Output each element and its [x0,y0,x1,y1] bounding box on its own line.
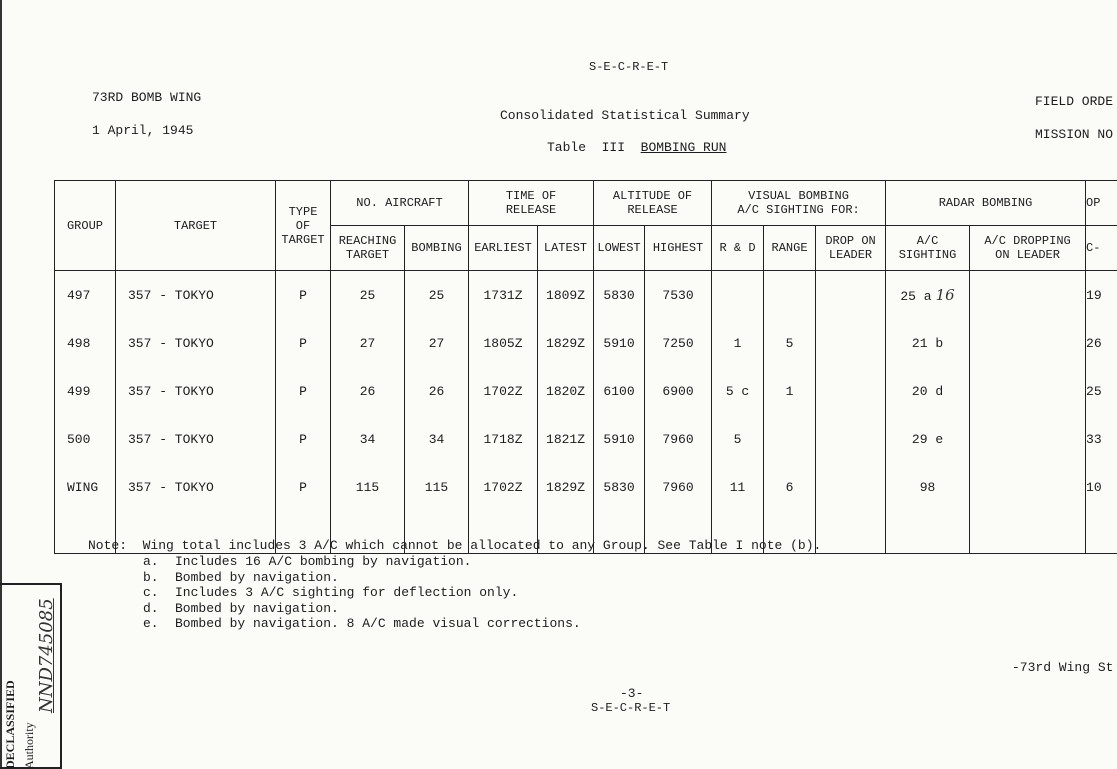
cell-drop-on-leader [816,415,886,463]
cell-op-cut [1086,319,1117,367]
cell-target [116,463,276,511]
cell-range-value: 5 [785,335,794,351]
cell-lowest-value: 5830 [603,287,635,303]
classification-bottom: S-E-C-R-E-T [591,701,671,715]
col-lowest: LOWEST [594,226,645,271]
cell-latest-value: 1820Z [546,383,586,399]
cell-reaching [331,463,405,511]
mission-no: MISSION NO [1035,127,1114,142]
cell-earliest [469,463,538,511]
note-item-text: Bombed by navigation. [175,600,339,616]
note-item-key: a. [143,554,159,569]
cell-highest [645,319,712,367]
col-reaching-target: REACHING TARGET [331,226,405,271]
col-time-of-release: TIME OF RELEASE [469,181,594,226]
cell-lowest [594,319,645,367]
note-label: Note: [88,538,128,553]
note-item-key: d. [143,600,159,616]
cell-highest-value: 7530 [662,287,694,303]
col-target: TARGET [116,181,276,271]
cell-op-cut [1086,271,1117,320]
cell-earliest [469,367,538,415]
page-number: -3- [620,686,644,701]
col-r-and-d: R & D [712,226,764,271]
col-no-aircraft: NO. AIRCRAFT [331,181,469,226]
col-altitude-of-release: ALTITUDE OF RELEASE [594,181,712,226]
cell-group [55,463,116,511]
note-item [143,616,581,631]
cell-reaching-value: 27 [359,335,376,351]
col-latest: LATEST [538,226,594,271]
col-ac-dropping: A/C DROPPING ON LEADER [970,226,1086,271]
cell-latest-value: 1821Z [546,431,586,447]
cell-op-cut-value: 25 [1086,383,1102,399]
cell-latest [538,367,594,415]
empty-cell [886,511,970,554]
cell-type [276,367,331,415]
empty-cell [970,511,1086,554]
col-ac-sighting: A/C SIGHTING [886,226,970,271]
cell-group-value: 498 [67,335,91,351]
table-row [55,271,1117,320]
handwritten-note: 16 [935,286,955,304]
cell-group-value: 500 [67,431,91,447]
stamp-authority-value: NND745085 [36,598,57,713]
cell-latest [538,463,594,511]
cell-reaching-value: 26 [359,383,376,399]
col-group: GROUP [55,181,116,271]
cell-lowest [594,415,645,463]
cell-bombing-value: 26 [428,383,445,399]
col-drop-on-leader: DROP ON LEADER [816,226,886,271]
col-radar-bombing: RADAR BOMBING [886,181,1086,226]
note-item-key: c. [143,585,159,600]
summary-title: Consolidated Statistical Summary [500,108,750,123]
cell-op-cut-value: 26 [1086,335,1102,351]
cell-ac-sighting [886,271,970,320]
cell-r-and-d-value: 5 [733,431,742,447]
cell-highest [645,463,712,511]
cell-highest [645,367,712,415]
cell-range [764,463,816,511]
note-item-key: e. [143,616,159,631]
declassified-stamp [0,583,62,769]
cell-op-cut [1086,367,1117,415]
cell-bombing-value: 25 [428,287,445,303]
cell-range-value: 1 [785,383,794,399]
cell-earliest-value: 1702Z [483,479,523,495]
cell-highest-value: 7250 [662,335,694,351]
cell-latest [538,271,594,320]
cell-ac-dropping [970,367,1086,415]
cell-earliest [469,415,538,463]
cell-r-and-d-value: 5 c [725,383,750,399]
cell-bombing-value: 34 [428,431,445,447]
cell-bombing [405,415,469,463]
cell-target-value: 357 - TOKYO [128,479,214,495]
col-highest: HIGHEST [645,226,712,271]
cell-ac-dropping [970,463,1086,511]
note-item [143,554,471,569]
col-op-cut: OP [1086,181,1117,226]
cell-ac-sighting [886,319,970,367]
cell-highest [645,271,712,320]
cell-drop-on-leader [816,271,886,320]
cell-earliest-value: 1805Z [483,335,523,351]
cell-r-and-d [712,319,764,367]
table-row [55,319,1117,367]
cell-op-cut-value: 19 [1086,287,1102,303]
empty-cell [816,511,886,554]
cell-r-and-d [712,271,764,320]
cell-lowest [594,271,645,320]
cell-type [276,463,331,511]
cell-ac-dropping [970,319,1086,367]
cell-target-value: 357 - TOKYO [128,287,214,303]
cell-earliest-value: 1702Z [483,383,523,399]
table-caption [547,140,726,155]
cell-type-value: P [299,383,307,399]
table-row [55,367,1117,415]
cell-range [764,415,816,463]
cell-reaching [331,367,405,415]
cell-lowest [594,367,645,415]
cell-r-and-d [712,463,764,511]
cell-bombing [405,271,469,320]
note-item-text: Bombed by navigation. [175,569,339,585]
cell-ac-sighting-value: 29 e [911,431,944,447]
cell-r-and-d-value: 1 [733,335,742,351]
cell-target [116,415,276,463]
cell-bombing-value: 27 [428,335,445,351]
cell-type [276,415,331,463]
cell-ac-sighting-value: 20 d [911,383,944,399]
cell-target [116,319,276,367]
cell-ac-sighting-value: 25 a [900,289,932,304]
cell-ac-sighting [886,367,970,415]
cell-type-value: P [299,287,307,303]
source-label: -73rd Wing St [1012,660,1114,675]
note-main [88,538,821,553]
cell-r-and-d [712,415,764,463]
table-row [55,463,1117,511]
cell-earliest [469,319,538,367]
table-body [55,271,1117,554]
cell-ac-dropping [970,415,1086,463]
cell-bombing [405,367,469,415]
cell-reaching-value: 115 [355,479,380,495]
table-row [55,415,1117,463]
cell-op-cut-value: 10 [1086,479,1102,495]
cell-range [764,271,816,320]
cell-group [55,367,116,415]
cell-ac-sighting-value: 98 [919,479,936,495]
cell-earliest [469,271,538,320]
cell-bombing-value: 115 [424,479,449,495]
cell-earliest-value: 1718Z [483,431,523,447]
table-name: BOMBING RUN [640,140,727,155]
cell-latest [538,319,594,367]
col-type-of-target: TYPE OF TARGET [276,181,331,271]
empty-cell [1086,511,1117,554]
col-range: RANGE [764,226,816,271]
cell-r-and-d-value: 11 [729,479,746,495]
cell-group-value: WING [67,479,99,495]
table-number: III [601,140,626,155]
cell-ac-dropping [970,271,1086,320]
cell-range [764,319,816,367]
cell-bombing [405,463,469,511]
cell-target [116,271,276,320]
note-item [143,570,339,585]
cell-lowest-value: 6100 [603,383,635,399]
bombing-run-table [54,180,1117,554]
cell-reaching [331,415,405,463]
cell-latest-value: 1809Z [546,287,586,303]
cell-op-cut [1086,415,1117,463]
cell-reaching-value: 34 [359,431,376,447]
cell-range [764,367,816,415]
col-earliest: EARLIEST [469,226,538,271]
cell-ac-sighting [886,415,970,463]
note-item-text: Includes 3 A/C sighting for deflection only. [175,585,519,600]
document-date: 1 April, 1945 [92,123,194,138]
cell-target-value: 357 - TOKYO [128,383,214,399]
cell-group-value: 499 [67,383,91,399]
cell-type-value: P [299,431,307,447]
cell-group [55,319,116,367]
cell-range-value: 6 [785,479,794,495]
cell-type-value: P [299,479,307,495]
cell-highest-value: 7960 [662,479,694,495]
cell-target [116,367,276,415]
cell-latest-value: 1829Z [546,335,586,351]
cell-highest-value: 7960 [662,431,694,447]
cell-ac-sighting-value: 21 b [911,335,944,351]
cell-ac-sighting [886,463,970,511]
cell-reaching [331,319,405,367]
cell-latest [538,415,594,463]
note-item-text: Bombed by navigation. 8 A/C made visual corrections. [175,616,581,631]
cell-type [276,271,331,320]
col-c-cut: C- [1086,226,1117,271]
cell-reaching [331,271,405,320]
cell-group [55,415,116,463]
cell-target-value: 357 - TOKYO [128,335,214,351]
cell-group-value: 497 [67,287,91,303]
cell-drop-on-leader [816,463,886,511]
cell-op-cut-value: 33 [1086,431,1102,447]
cell-bombing [405,319,469,367]
cell-type-value: P [299,335,307,351]
note-item-text: Includes 16 A/C bombing by navigation. [175,554,472,569]
cell-lowest-value: 5830 [603,479,635,495]
cell-lowest [594,463,645,511]
cell-latest-value: 1829Z [546,479,586,495]
classification-top: S-E-C-R-E-T [589,60,669,74]
cell-reaching-value: 25 [359,287,376,303]
note-text: Wing total includes 3 A/C which cannot be allocated to any Group. See Table I note (b). [142,538,822,553]
cell-group [55,271,116,320]
cell-drop-on-leader [816,319,886,367]
stamp-declassified: DECLASSIFIED [3,680,17,769]
col-bombing: BOMBING [405,226,469,271]
col-visual-bombing: VISUAL BOMBING A/C SIGHTING FOR: [712,181,886,226]
note-item [143,585,518,600]
table-prefix: Table [547,140,587,155]
stamp-authority-label: Authority [22,722,36,769]
cell-lowest-value: 5910 [603,431,635,447]
cell-op-cut [1086,463,1117,511]
cell-lowest-value: 5910 [603,335,635,351]
cell-earliest-value: 1731Z [483,287,523,303]
note-item-key: b. [143,569,159,585]
cell-highest [645,415,712,463]
cell-target-value: 357 - TOKYO [128,431,214,447]
cell-type [276,319,331,367]
unit-name: 73RD BOMB WING [92,90,202,105]
cell-r-and-d [712,367,764,415]
note-item [143,601,339,616]
cell-highest-value: 6900 [662,383,694,399]
cell-drop-on-leader [816,367,886,415]
field-order: FIELD ORDE [1035,94,1114,109]
